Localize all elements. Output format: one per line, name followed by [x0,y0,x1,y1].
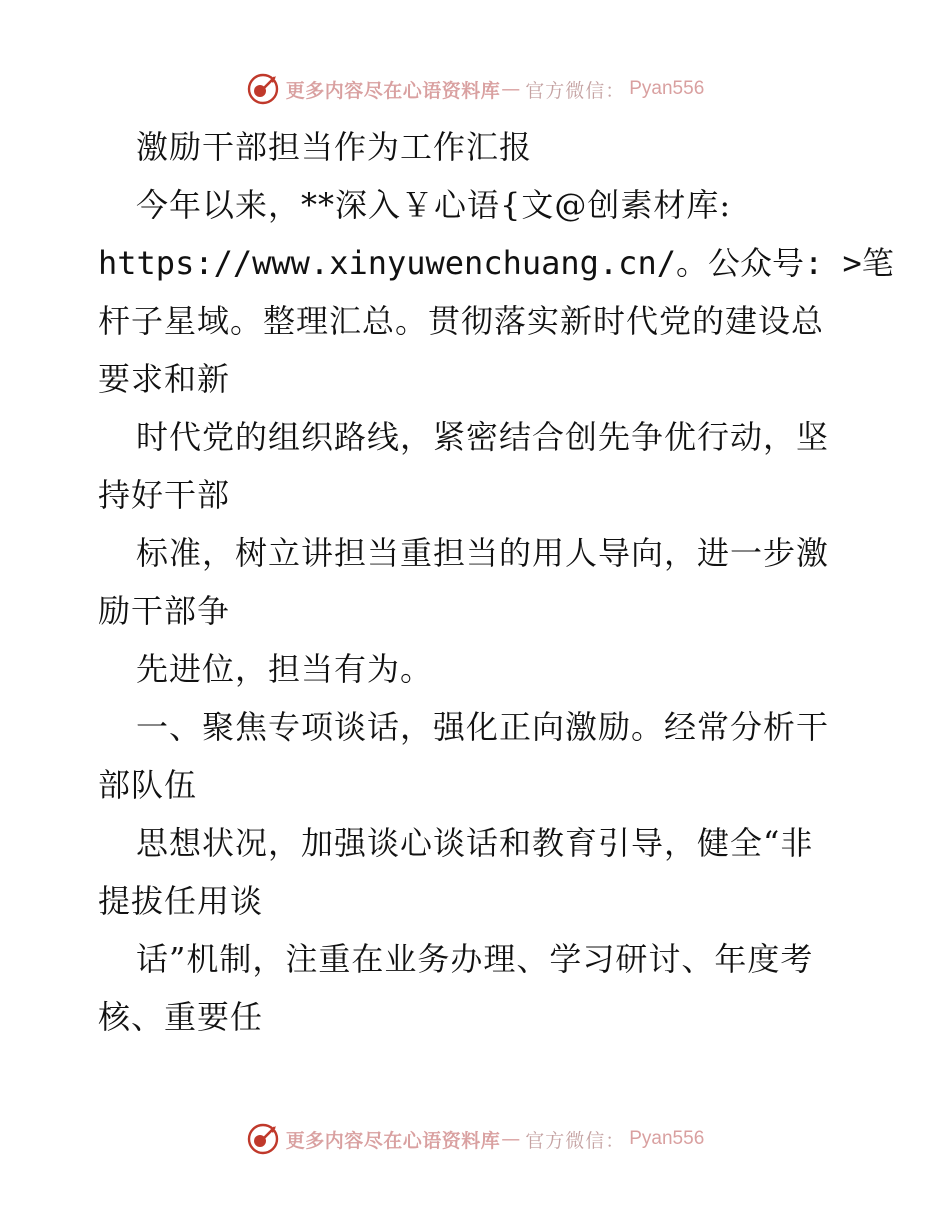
paragraph-line: 话”机制，注重在业务办理、学习研讨、年度考 [136,940,814,978]
paragraph-line: 部队伍 [98,766,198,804]
banner-dash: — [501,78,521,100]
paragraph-line: 要求和新 [98,360,231,398]
paragraph-line-url: https://www.xinyuwenchuang.cn/。公众号: >笔 [98,244,894,282]
document-title: 激励干部担当作为工作汇报 [136,128,533,166]
banner-main-text: 更多内容尽在心语资料库 [285,1129,501,1152]
banner-main-text: 更多内容尽在心语资料库 [285,79,501,102]
paragraph-line: 持好干部 [98,476,231,514]
quill-logo-icon [246,72,280,106]
banner-wechat-id: Pyan556 [629,1128,705,1149]
banner-wechat-id: Pyan556 [629,78,705,99]
quill-logo-icon [246,1122,280,1156]
paragraph-line: 核、重要任 [98,998,264,1036]
paragraph-line: 今年以来，**深入￥心语{文@创素材库: [136,186,732,224]
footer-watermark-banner [0,1122,950,1156]
document-body [98,118,894,1046]
banner-dash: — [501,1128,521,1150]
paragraph-line: 先进位，担当有为。 [136,650,434,688]
paragraph-line: 励干部争 [98,592,231,630]
header-watermark-banner [0,72,950,106]
banner-wechat-label: 官方微信： [525,79,626,102]
paragraph-line: 时代党的组织路线，紧密结合创先争优行动，坚 [136,418,830,456]
section-heading-line: 一、聚焦专项谈话，强化正向激励。经常分析干 [136,708,830,746]
paragraph-line: 思想状况，加强谈心谈话和教育引导，健全“非 [136,824,814,862]
paragraph-line: 杆子星域。整理汇总。贯彻落实新时代党的建设总 [98,302,825,340]
paragraph-line: 提拔任用谈 [98,882,264,920]
paragraph-line: 标准，树立讲担当重担当的用人导向，进一步激 [136,534,830,572]
banner-wechat-label: 官方微信： [525,1129,626,1152]
